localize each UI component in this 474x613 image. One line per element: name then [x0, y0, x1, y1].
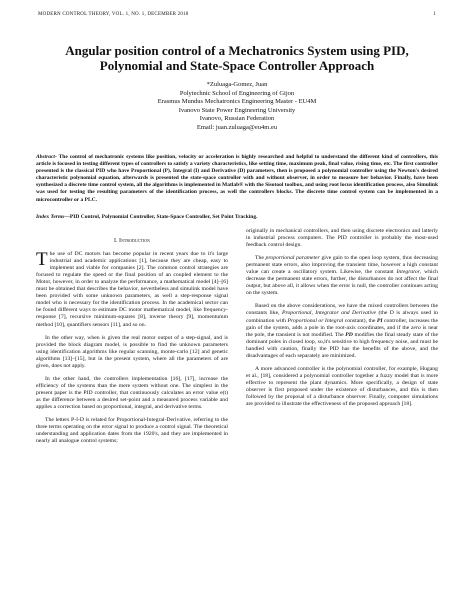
text-run: modifies the final steady state of the dominant poles in closed loop, so,it's sensitive to high frequency noise, and must be handled with caution, finally the PID has the benefits of the above, and the disadvantages of each separately are minimized. [246, 331, 439, 359]
text-run: is near the pole, the transient is not modified. The [246, 324, 438, 338]
paragraph [246, 303, 438, 359]
journal-header: MODERN CONTROL THEORY, VOL. 1, NO. 1, DECEMBER 2018 [38, 12, 189, 17]
page-number: 1 [433, 12, 436, 17]
paragraph: A more advanced controller is the polynomial controller, for example, Hugang et al., [18], considered a polynomial controller together a fuzzy model that is more effective to represent the plant dynamics. More specifically, a design of state observer is first proposed under the existence of disturbances, and this is then followed by the proposal of a disturbance observer. Finally, computer simulations are provided to illustrate the effectiveness of the proposed approach [18]. [246, 365, 438, 408]
title-line-1: Angular position control of a Mechatronics System using PID, [65, 43, 409, 58]
affiliation-4: Ivanovo, Russian Federation [199, 115, 275, 122]
emphasis: Proportional, Integrator and Derivative [281, 310, 377, 317]
text-run: controller, increases the gain of the system, adds a pole in the root-axis coordinates, and if the [246, 317, 439, 331]
text-run: give gain to the open loop system, thus decreasing permanent state errors, also improving the transient time, however a high constant value can create a oscillatory system. Likewise, the constant [246, 255, 438, 276]
abstract-label: Abstract- [36, 154, 57, 160]
abstract-text: The control of mechatronic systems like position, velocity or acceleration is highly researched and helpful to understand the different kind of controllers, this article is focused in testing different types of controllers to satisfy a variety characteristics, like setting time, maximum peak, final value, rising time, etc. The first controller presented is the classical PID who have Proportional (P), Integral (I) and Derivative (D) parameters, then is proposed a polynomial controller using the Newton's desired characteristic polynomial equation, afterwards is presented the state-space controller with and without observer, in order to measure her behavior. Finally, have been synthesized a discrete time control system, all the algorithms is implemented in Matlab® with the Sisotool toolbox, and using root locus identification process, also Simulink was used for testing the resulting parameters of the identification process, as well the controllers blocks. The discrete time control system can be implemented in a microcontroller or a PLC. [36, 154, 439, 203]
paragraph: In the other hand, the controllers implementation [16], [17], increase the efficiency of the systems than the mere system without one. The simplest in the present paper is the PID controller, that continuously calculates an error value e(t) as the difference between a desired set-point and a measured process variable and applies a correction based on proportional, integral, and derivative terms. [36, 375, 228, 410]
paragraph: In the other way, when is given the real motor output of a step-signal, and is provided the block diagram model, is possible to find the unknown parameters using identification algorithms like regular scanning, monte-carlo [12] and genetic algorithms [13]–[15], but in the present system, where all the parameters of are given, does not apply. [36, 334, 228, 369]
affiliation-2: Erasmus Mundus Mechatronics Engineering Master - EU4M [157, 98, 317, 105]
abstract [36, 154, 438, 204]
emphasis: Integrator [396, 269, 420, 276]
emphasis: PD [345, 331, 353, 338]
affiliation-1: Polytechnic School of Engineering of Gijon [179, 89, 295, 97]
index-terms [36, 214, 438, 221]
paragraph-text: he use of DC motors has become popular in recent years due to it's large industrial and academic applications [1], because they are cheap, easy to implement and viable for companies [2]. The common control strategies are focused to regulate the speed or the final position of an coupled element to the Motor, however, in order to analyze the performance, a mathematical model [4]–[6] must be obtained that describes the behavior, nevertheless and simulink model have been provided with some unknown parameters, as well a step-response signal model who is necessary for the identification process. In the academical sector can be found different ways to estimate DC motor mathematical model, like frequency-response [7], recursive minimum-squares [8], inverse theory [9], momentumm method [10], quantifiers sensors [11], and so on. [36, 251, 228, 328]
paragraph: originally in mechanical controllers, and then using discrete electronics and latterly in industrial process computers. The PID controller is probably the most-used feedback control design. [246, 228, 438, 249]
paragraph [36, 251, 228, 329]
paragraph: The letters P-I-D is related for Proportional-Integral-Derivative, referring to the three terms operating on the error signal to produce a control signal. The theoretical understanding and application dates from the 1920's, and they are implemented in nearly all analogue control systems; [36, 417, 228, 445]
left-column [36, 228, 228, 451]
paper-title [30, 43, 444, 73]
running-header [38, 12, 436, 17]
text-run: The [255, 255, 266, 262]
emphasis: zero [411, 324, 421, 331]
index-terms-text: —PID Control, Polynomial Controller, State-Space Controller, Set Point Tracking. [64, 214, 258, 220]
text-run: constant), the [343, 317, 377, 324]
author-email: Email: juan.zuluaga@eu4m.eu [196, 123, 278, 131]
index-terms-label: Index Terms [36, 214, 65, 220]
emphasis: Proportional or Integral [287, 317, 344, 324]
text-run: , which decrease the permanent state errors, further, the disturbances do not affect the final output, but above all, it allows when the error is null, the controller continues acting on the system. [246, 269, 438, 297]
title-line-2: Polynomial and State-Space Controller Approach [99, 58, 375, 73]
paragraph [246, 255, 438, 297]
author-name: *Zuluaga-Gomez, Juan [206, 81, 268, 88]
text-run: (the D is always used in combination with [246, 310, 438, 324]
drop-cap: T [36, 249, 48, 271]
right-column [246, 228, 438, 414]
emphasis: PI [376, 317, 383, 324]
affiliation-3: Ivanovo State Power Engineering University [178, 106, 296, 114]
section-heading: I. Introduction [114, 238, 150, 244]
text-run: Based on the above considerations, we have the mixed controllers between the constants like, [246, 303, 438, 317]
emphasis: proportional parameter [265, 255, 320, 262]
author-block [60, 81, 414, 132]
